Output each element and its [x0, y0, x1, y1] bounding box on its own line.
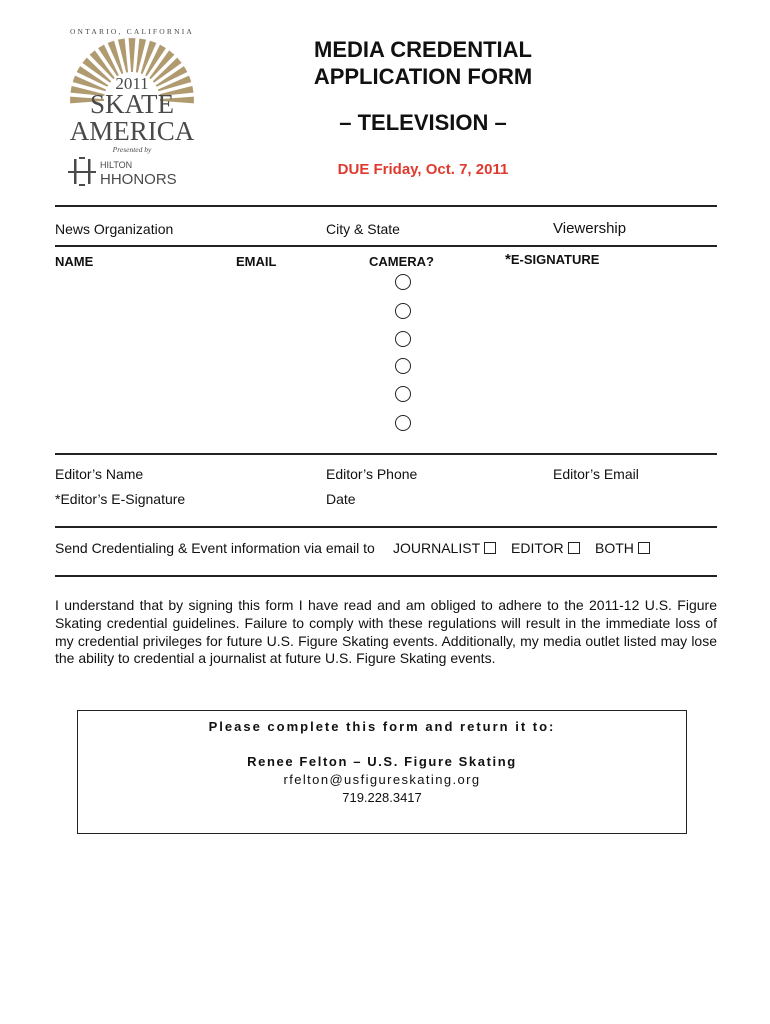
skate-america-logo-graphic: [52, 22, 212, 192]
journalist-option[interactable]: [393, 540, 496, 556]
camera-radio[interactable]: [395, 415, 411, 431]
journalist-checkbox[interactable]: [484, 542, 496, 554]
sunburst-ray: [129, 38, 136, 72]
column-esignature-label: E-SIGNATURE: [510, 252, 600, 267]
skate-america-logo: [52, 22, 212, 192]
divider: [55, 575, 717, 577]
logo-line1: SKATE: [89, 89, 175, 119]
editor-email-field[interactable]: Editor’s Email: [553, 466, 639, 482]
camera-radio[interactable]: [395, 274, 411, 290]
sponsor-bottom: HHONORS: [100, 171, 177, 188]
due-date: DUE Friday, Oct. 7, 2011: [337, 161, 509, 178]
divider: [55, 245, 717, 247]
sponsor-top: HILTON: [100, 160, 133, 170]
column-email: EMAIL: [236, 254, 277, 269]
contact-name: Renee Felton – U.S. Figure Skating: [247, 754, 517, 769]
logo-presented-by: Presented by: [112, 145, 152, 154]
send-label: Send Credentialing & Event information via email to: [55, 540, 375, 556]
column-name: NAME: [55, 254, 94, 269]
logo-line2: AMERICA: [69, 116, 195, 146]
editor-signature-field[interactable]: *Editor’s E-Signature: [55, 491, 186, 507]
required-asterisk: *: [505, 251, 511, 268]
column-esignature: [505, 251, 599, 268]
camera-radio[interactable]: [395, 331, 411, 347]
divider: [55, 526, 717, 528]
camera-radio[interactable]: [395, 303, 411, 319]
form-title: [290, 36, 556, 90]
both-checkbox[interactable]: [638, 542, 650, 554]
both-option[interactable]: [595, 540, 650, 556]
viewership-field[interactable]: Viewership: [553, 220, 627, 237]
camera-radio[interactable]: [395, 358, 411, 374]
logo-location: ONTARIO, CALIFORNIA: [69, 27, 195, 36]
divider: [55, 205, 717, 207]
city-state-field[interactable]: City & State: [326, 221, 400, 237]
divider: [55, 453, 717, 455]
date-field[interactable]: Date: [326, 491, 356, 507]
editor-label: EDITOR: [511, 540, 564, 556]
logo-year: 2011: [115, 74, 149, 93]
return-instructions-box: [77, 710, 687, 834]
journalist-label: JOURNALIST: [393, 540, 481, 556]
column-camera: CAMERA?: [369, 254, 434, 269]
hilton-h-icon: [68, 157, 96, 186]
contact-email[interactable]: rfelton@usfigureskating.org: [283, 772, 481, 787]
editor-phone-field[interactable]: Editor’s Phone: [326, 466, 418, 482]
camera-radio[interactable]: [395, 386, 411, 402]
editor-option[interactable]: [511, 540, 580, 556]
form-subtitle: – TELEVISION –: [339, 110, 507, 135]
both-label: BOTH: [595, 540, 634, 556]
news-organization-field[interactable]: News Organization: [55, 221, 174, 237]
form-title-line1: MEDIA CREDENTIAL: [314, 37, 532, 62]
editor-name-field[interactable]: Editor’s Name: [55, 466, 144, 482]
agreement-text: I understand that by signing this form I have read and am obliged to adhere to the 2011-12 U.S. Figure Skating credential guidelines. Failure to comply with these regulations will result in the immediate loss of my credential privileges for future U.S. Figure Skating events. Additionally, my media outlet listed may lose the ability to credential a journalist at future U.S. Figure Skating events.: [55, 597, 717, 667]
contact-phone: 719.228.3417: [342, 790, 422, 805]
form-title-line2: APPLICATION FORM: [313, 64, 533, 89]
return-instruction: Please complete this form and return it to:: [208, 719, 556, 734]
editor-checkbox[interactable]: [568, 542, 580, 554]
